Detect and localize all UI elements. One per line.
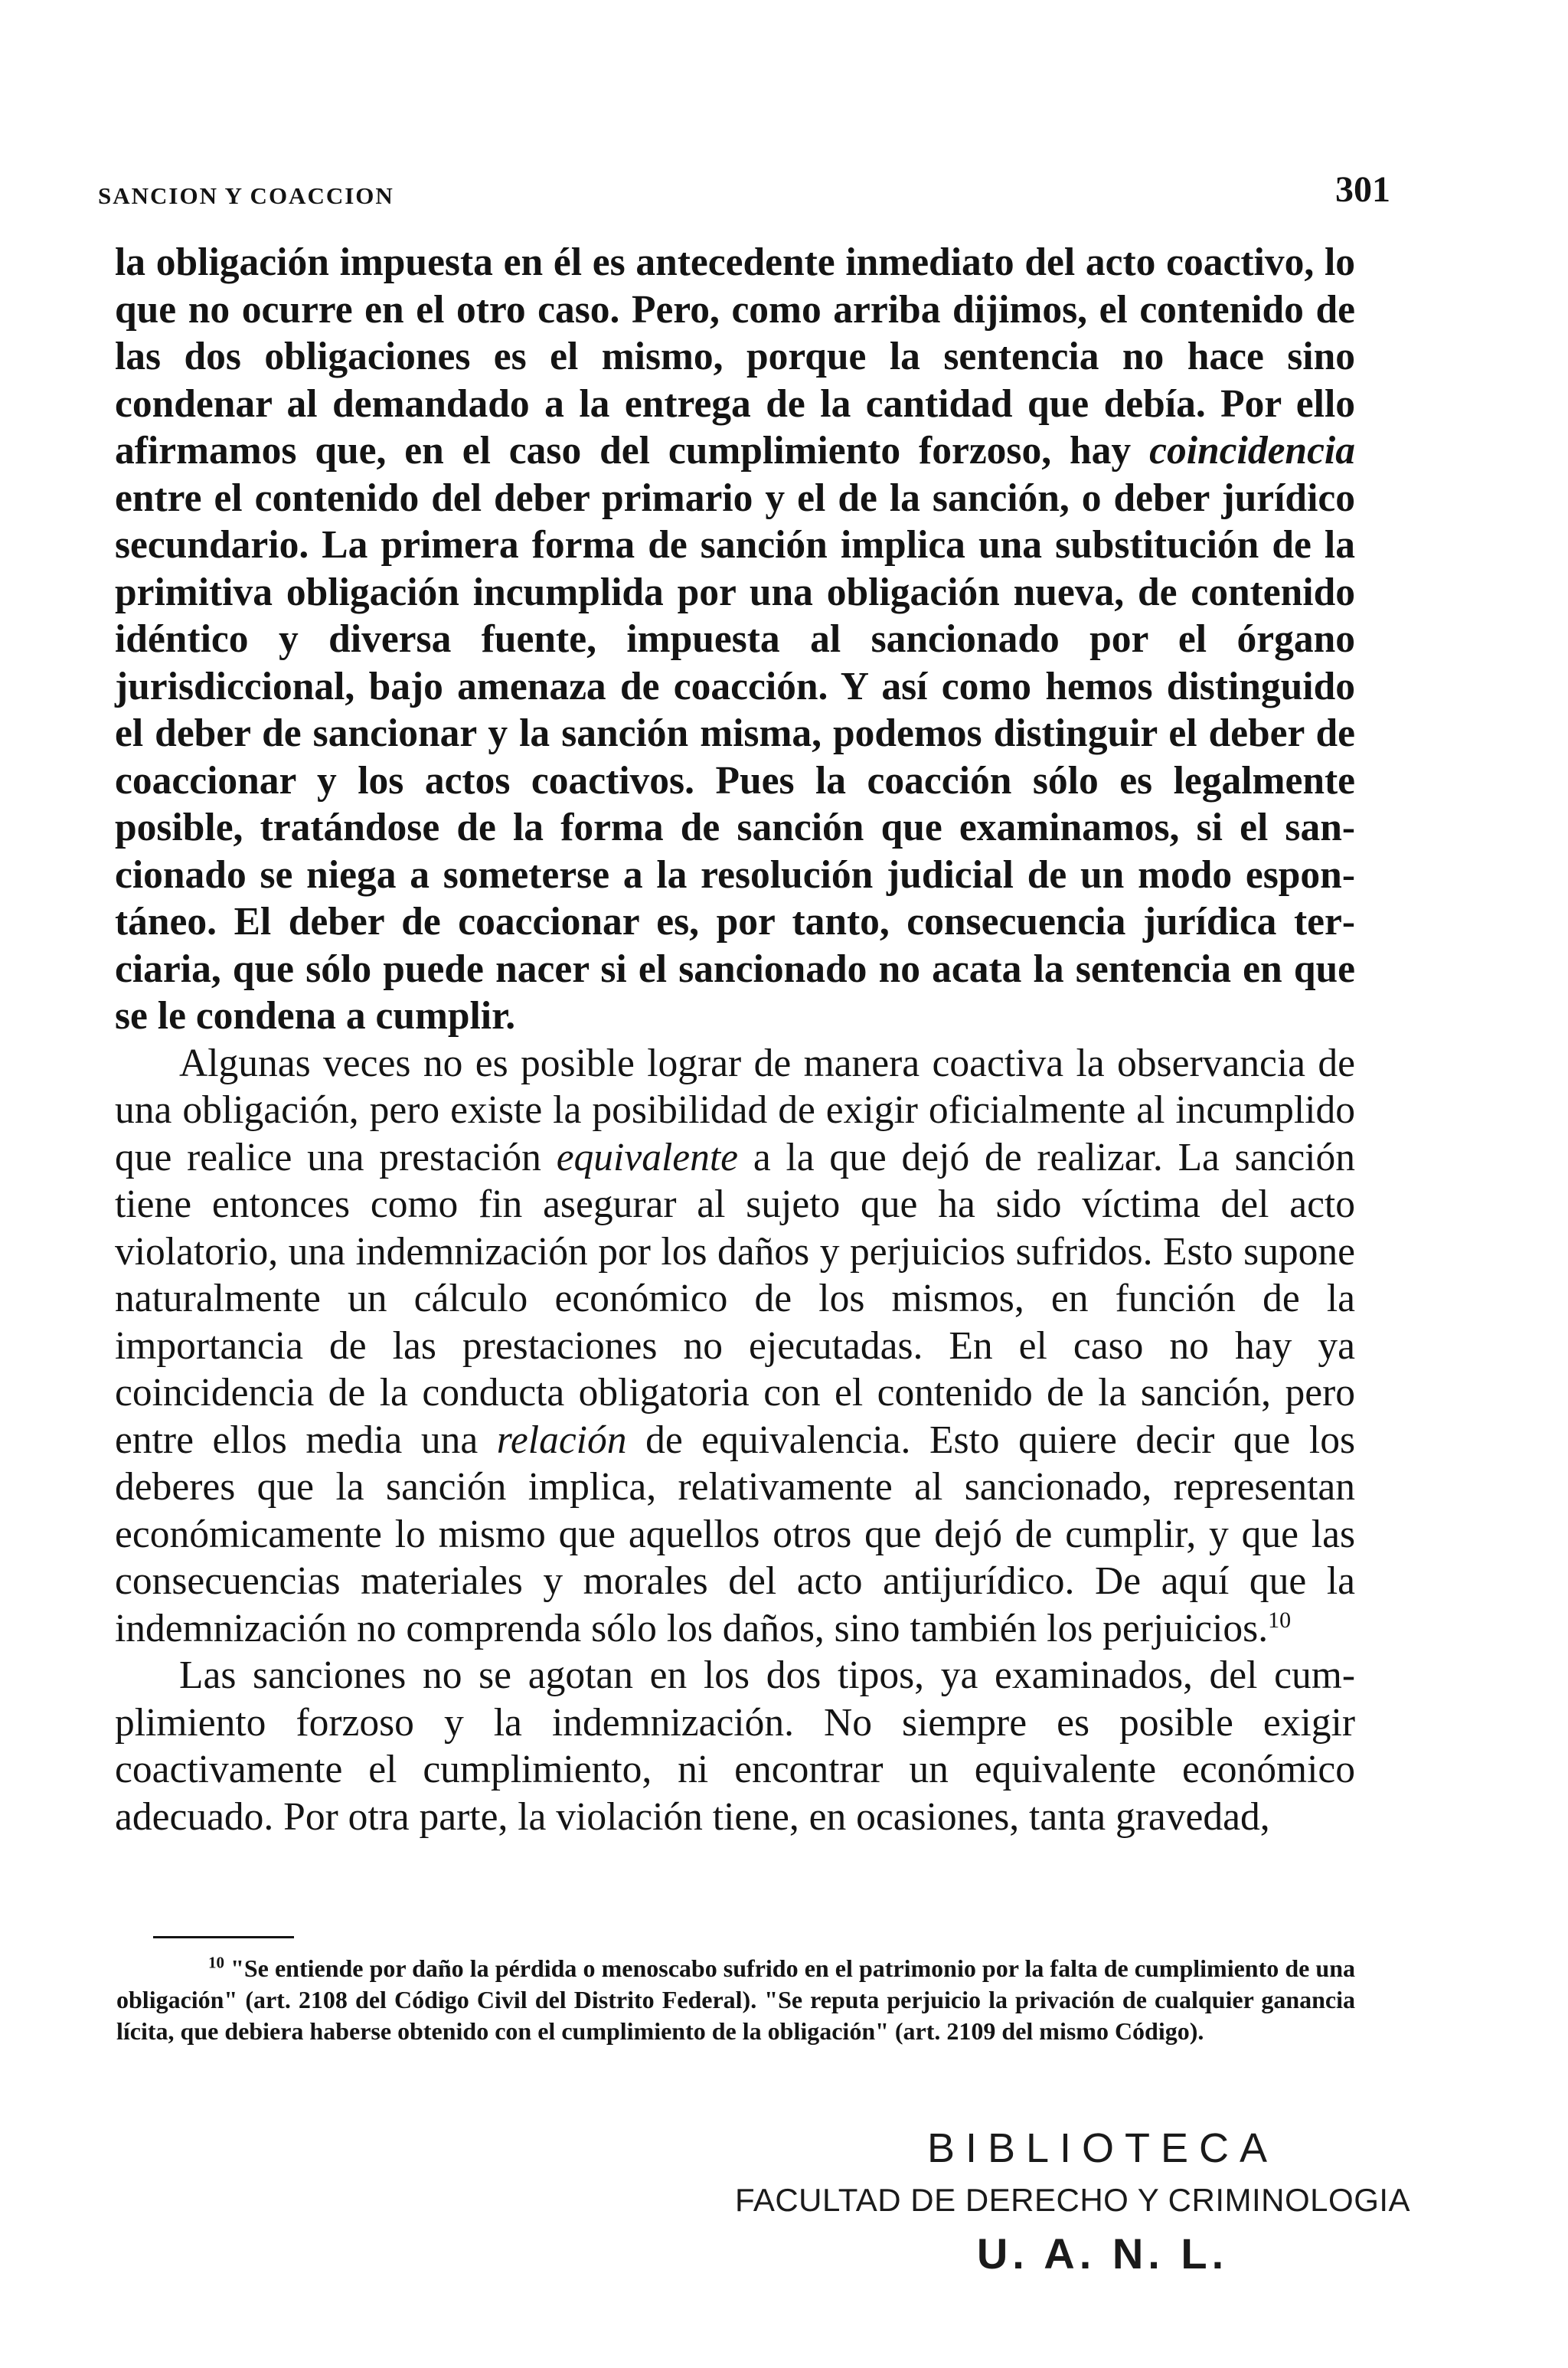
footnote (116, 1953, 1355, 2047)
paragraph-text: Las sanciones no se agotan en los dos tipos, ya examinados, del cumplimiento forzoso y la indemnización. No siempre es posible exigir coactivamente el cumplimiento, ni encontrar un equivalente económico adecuado. Por otra parte, la violación tiene, en ocasiones, tanta gravedad, (115, 1653, 1355, 1839)
page-number: 301 (1335, 169, 1390, 210)
paragraph-text: de equivalencia. Esto quiere decir que los deberes que la sanción implica, relativamente al sancionado, representan económicamente lo mismo que aquellos otros que dejó de cumplir, y que las consecuencias materiales y morales del acto antijurídico. De aquí que la indemnización no comprenda sólo los daños, sino también los perjuicios. (115, 1418, 1355, 1650)
paragraph-text: Algunas veces no es posible lograr de manera coactiva la observancia de una obligación, pero existe la posibilidad de exigir oficialmente al incumplido que realice una prestación (115, 1041, 1355, 1179)
body-text (115, 239, 1355, 1840)
paragraph (115, 1652, 1355, 1840)
running-head: SANCION Y COACCION (98, 182, 394, 209)
library-stamp (735, 2121, 1411, 2282)
footnote-mark: 10 (208, 1953, 224, 1972)
emphasis-text: equivalente (556, 1135, 739, 1179)
paragraph-text: entre el contenido del deber primario y el de la sanción, o deber jurídico secundario. La primera forma de sanción implica una substitución de la primitiva obligación incumplida por una obligación nueva, de contenido idéntico y diversa fuente, impuesta al sancionado por el órgano jurisdiccional, bajo amenaza de coacción. Y así como hemos distinguido el deber de sancionar y la sanción misma, podemos distinguir el deber de coaccionar y los actos coactivos. Pues la coacción sólo es legalmente posible, tratándose de la forma de sanción que examinamos, si el sancionado se niega a someterse a la resolución judicial de un modo espontáneo. El deber de coaccionar es, por tanto, consecuencia jurídica terciaria, que sólo puede nacer si el sancionado no acata la sentencia en que se le condena a cumplir. (115, 476, 1355, 1038)
stamp-line-university: U. A. N. L. (976, 2229, 1229, 2278)
footnote-rule (153, 1936, 294, 1938)
paragraph (115, 1040, 1355, 1653)
paragraph-text: a la que dejó de realizar. La sanción tiene entonces como fin asegurar al sujeto que ha sido víctima del acto violatorio, una indemnización por los daños y perjuicios sufridos. Esto supone naturalmente un cálculo económico de los mismos, en función de la importancia de las prestaciones no ejecutadas. En el caso no hay ya coincidencia de la conducta obligatoria con el contenido de la sanción, pero entre ellos media una (115, 1135, 1355, 1462)
emphasis-text: coincidencia (1149, 429, 1355, 473)
paragraph-text: la obligación impuesta en él es antecedente inmediato del acto coactivo, lo que no ocurre en el otro caso. Pero, como arriba dijimos, el contenido de las dos obligaciones es el mismo, porque la sentencia no hace sino condenar al demandado a la entrega de la cantidad que debía. Por ello afirmamos que, en el caso del cumplimiento forzoso, hay (115, 240, 1355, 473)
emphasis-text: relación (496, 1418, 627, 1462)
footnote-reference: 10 (1268, 1607, 1292, 1633)
stamp-line-faculty: FACULTAD DE DERECHO Y CRIMINOLOGIA (735, 2182, 1411, 2218)
paragraph (115, 239, 1355, 1040)
footnote-text: "Se entiende por daño la pérdida o menoscabo sufrido en el patrimonio por la falta de cumplimiento de una obligación" (art. 2108 del Código Civil del Distrito Federal). "Se reputa perjuicio la privación de cualquier ganancia lícita, que debiera haberse obtenido con el cumplimiento de la obligación" (art. 2109 del mismo Código). (116, 1954, 1356, 2045)
stamp-line-library: BIBLIOTECA (926, 2125, 1279, 2171)
